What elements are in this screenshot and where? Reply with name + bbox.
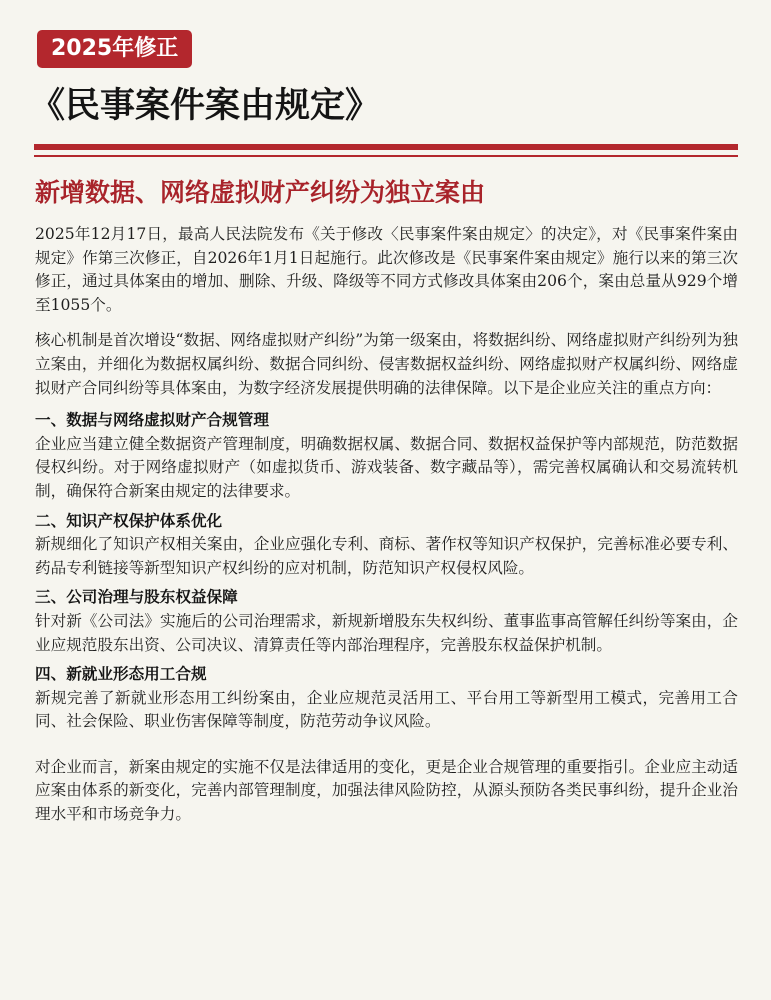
key-point-title: 二、知识产权保护体系优化 [35, 511, 223, 530]
mechanism-paragraph: 核心机制是首次增设“数据、网络虚拟财产纠纷”为第一级案由，将数据纠纷、网络虚拟财产纠纷列为独立案由，并细化为数据权属纠纷、数据合同纠纷、侵害数据权益纠纷、网络虚拟财产权属纠纷、网络虚拟财产合同纠纷等具体案由，为数字经济发展提供明确的法律保障。以下是企业应关注的重点方向： [35, 331, 738, 397]
year-badge: 2025年修正 [37, 30, 192, 68]
key-point-new-employment [35, 663, 738, 734]
key-point-corporate-governance [35, 586, 738, 657]
key-point-title: 一、数据与网络虚拟财产合规管理 [35, 411, 269, 430]
document-title: 《民事案件案由规定》 [30, 86, 381, 126]
key-point-body: 企业应当建立健全数据资产管理制度，明确数据权属、数据合同、数据权益保护等内部规范，防范数据侵权纠纷。对于网络虚拟财产（如虚拟货币、游戏装备、数字藏品等），需完善权属确认和交易流转机制，确保符合新案由规定的法律要求。 [35, 434, 738, 500]
title-divider-thin [34, 155, 738, 157]
section-heading: 新增数据、网络虚拟财产纠纷为独立案由 [35, 178, 486, 207]
key-point-body: 针对新《公司法》实施后的公司治理需求，新规新增股东失权纠纷、董事监事高管解任纠纷等案由，企业应规范股东出资、公司决议、清算责任等内部治理程序，完善股东权益保护机制。 [35, 611, 738, 654]
key-point-ip-protection [35, 510, 738, 581]
article-body [35, 223, 738, 827]
conclusion-paragraph: 对企业而言，新案由规定的实施不仅是法律适用的变化，更是企业合规管理的重要指引。企业应主动适应案由体系的新变化，完善内部管理制度，加强法律风险防控，从源头预防各类民事纠纷，提升企业治理水平和市场竞争力。 [35, 757, 738, 824]
key-point-title: 四、新就业形态用工合规 [35, 665, 207, 684]
key-point-body: 新规完善了新就业形态用工纠纷案由，企业应规范灵活用工、平台用工等新型用工模式，完善用工合同、社会保险、职业伤害保障等制度，防范劳动争议风险。 [35, 688, 738, 731]
intro-paragraph: 2025年12月17日，最高人民法院发布《关于修改〈民事案件案由规定〉的决定》，对《民事案件案由规定》作第三次修正，自2026年1月1日起施行。此次修改是《民事案件案由规定》施行以来的第三次修正，通过具体案由的增加、删除、升级、降级等不同方式修改具体案由206个，案由总量从929个增至1055个。 [35, 225, 738, 314]
key-point-title: 三、公司治理与股东权益保障 [35, 588, 238, 607]
title-divider-thick [34, 144, 738, 150]
key-point-data-compliance [35, 409, 738, 503]
key-point-body: 新规细化了知识产权相关案由，企业应强化专利、商标、著作权等知识产权保护，完善标准必要专利、药品专利链接等新型知识产权纠纷的应对机制，防范知识产权侵权风险。 [35, 535, 738, 577]
